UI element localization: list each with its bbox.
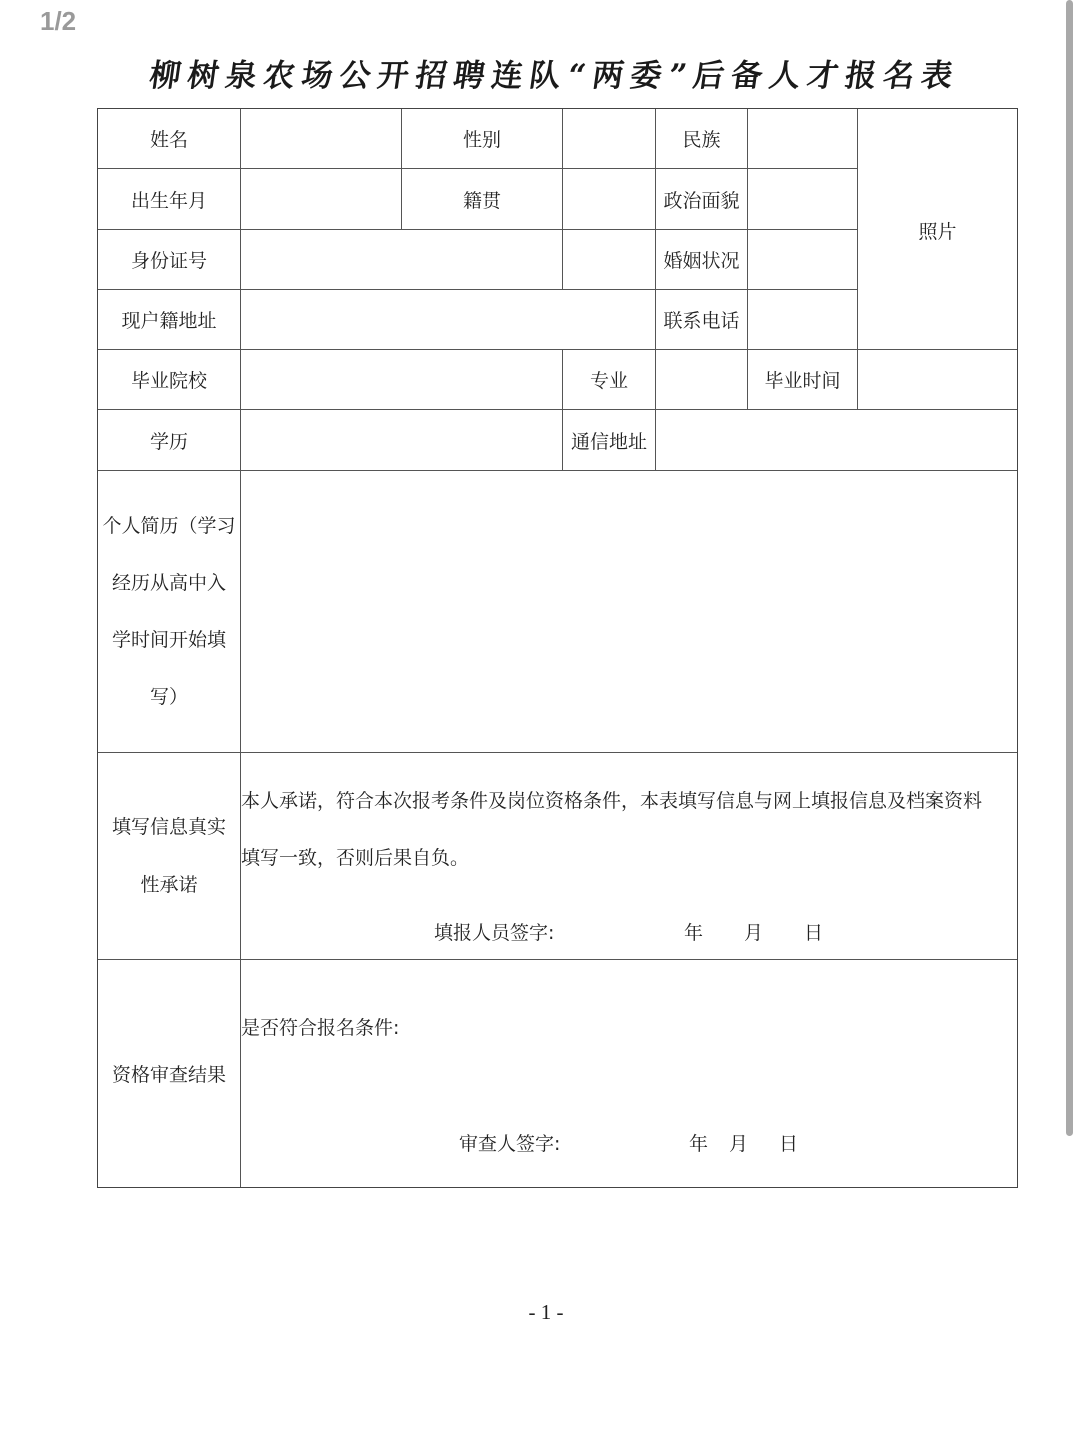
marital-field[interactable] [748, 230, 858, 290]
phone-label: 联系电话 [656, 290, 748, 350]
page-number: - 1 - [528, 1300, 564, 1324]
document-title: 柳树泉农场公开招聘连队“两委”后备人才报名表 [147, 58, 962, 94]
resume-label-line-4: 写） [149, 685, 188, 708]
resume-label-line-1: 个人简历（学习 [102, 514, 236, 537]
name-label: 姓名 [98, 109, 241, 169]
ethnicity-label: 民族 [656, 109, 748, 169]
review-date-month: 月 [729, 1133, 749, 1155]
address-field[interactable] [241, 290, 656, 350]
mail-address-label: 通信地址 [563, 410, 656, 471]
resume-label-line-3: 学时间开始填 [111, 628, 226, 651]
address-label: 现户籍地址 [98, 290, 241, 350]
major-field[interactable] [656, 350, 748, 410]
birth-field[interactable] [241, 169, 402, 230]
resume-field[interactable] [241, 471, 1017, 753]
scrollbar[interactable] [1066, 0, 1073, 1136]
photo-label: 照片 [918, 221, 957, 243]
resume-label [98, 471, 241, 753]
resume-label-line-2: 经历从高中入 [111, 571, 226, 594]
pledge-label-line-1: 填写信息真实 [111, 816, 226, 838]
gender-label: 性别 [402, 109, 563, 169]
grad-time-field[interactable] [858, 350, 1017, 410]
phone-field[interactable] [748, 290, 858, 350]
pledge-text-line-1: 本人承诺，符合本次报考条件及岗位资格条件，本表填写信息与网上填报信息及档案资料 [241, 790, 983, 812]
page-indicator: 1/2 [40, 6, 77, 36]
education-label: 学历 [98, 410, 241, 471]
review-label: 资格审查结果 [98, 960, 241, 1187]
school-field[interactable] [241, 350, 563, 410]
pledge-date-day: 日 [804, 922, 824, 944]
grad-time-label: 毕业时间 [748, 350, 858, 410]
id-field[interactable] [241, 230, 563, 290]
major-label: 专业 [563, 350, 656, 410]
native-place-label: 籍贯 [402, 169, 563, 230]
name-field[interactable] [241, 109, 402, 169]
marital-label: 婚姻状况 [656, 230, 748, 290]
education-field[interactable] [241, 410, 563, 471]
photo-box[interactable] [858, 109, 1017, 350]
school-label: 毕业院校 [98, 350, 241, 410]
political-field[interactable] [748, 169, 858, 230]
review-area [241, 960, 1017, 1187]
id-label: 身份证号 [98, 230, 241, 290]
pledge-area [241, 753, 1017, 960]
pledge-label-line-2: 性承诺 [140, 874, 198, 896]
gender-field[interactable] [563, 109, 656, 169]
ethnicity-field[interactable] [748, 109, 858, 169]
political-label: 政治面貌 [656, 169, 748, 230]
review-signer-label: 审查人签字: [459, 1133, 561, 1155]
pledge-date-month: 月 [744, 922, 764, 944]
native-place-field[interactable] [563, 169, 656, 230]
pledge-date-year: 年 [684, 922, 704, 944]
review-date-year: 年 [689, 1133, 709, 1155]
birth-label: 出生年月 [98, 169, 241, 230]
id-extra-field[interactable] [563, 230, 656, 290]
mail-address-field[interactable] [656, 410, 1017, 471]
pledge-text-line-2: 填写一致，否则后果自负。 [241, 847, 470, 869]
pledge-label [98, 753, 241, 960]
review-date-day: 日 [779, 1133, 799, 1155]
review-question: 是否符合报名条件: [241, 1017, 400, 1039]
registration-form-table [97, 108, 1018, 1188]
pledge-signer-label: 填报人员签字: [434, 922, 555, 944]
